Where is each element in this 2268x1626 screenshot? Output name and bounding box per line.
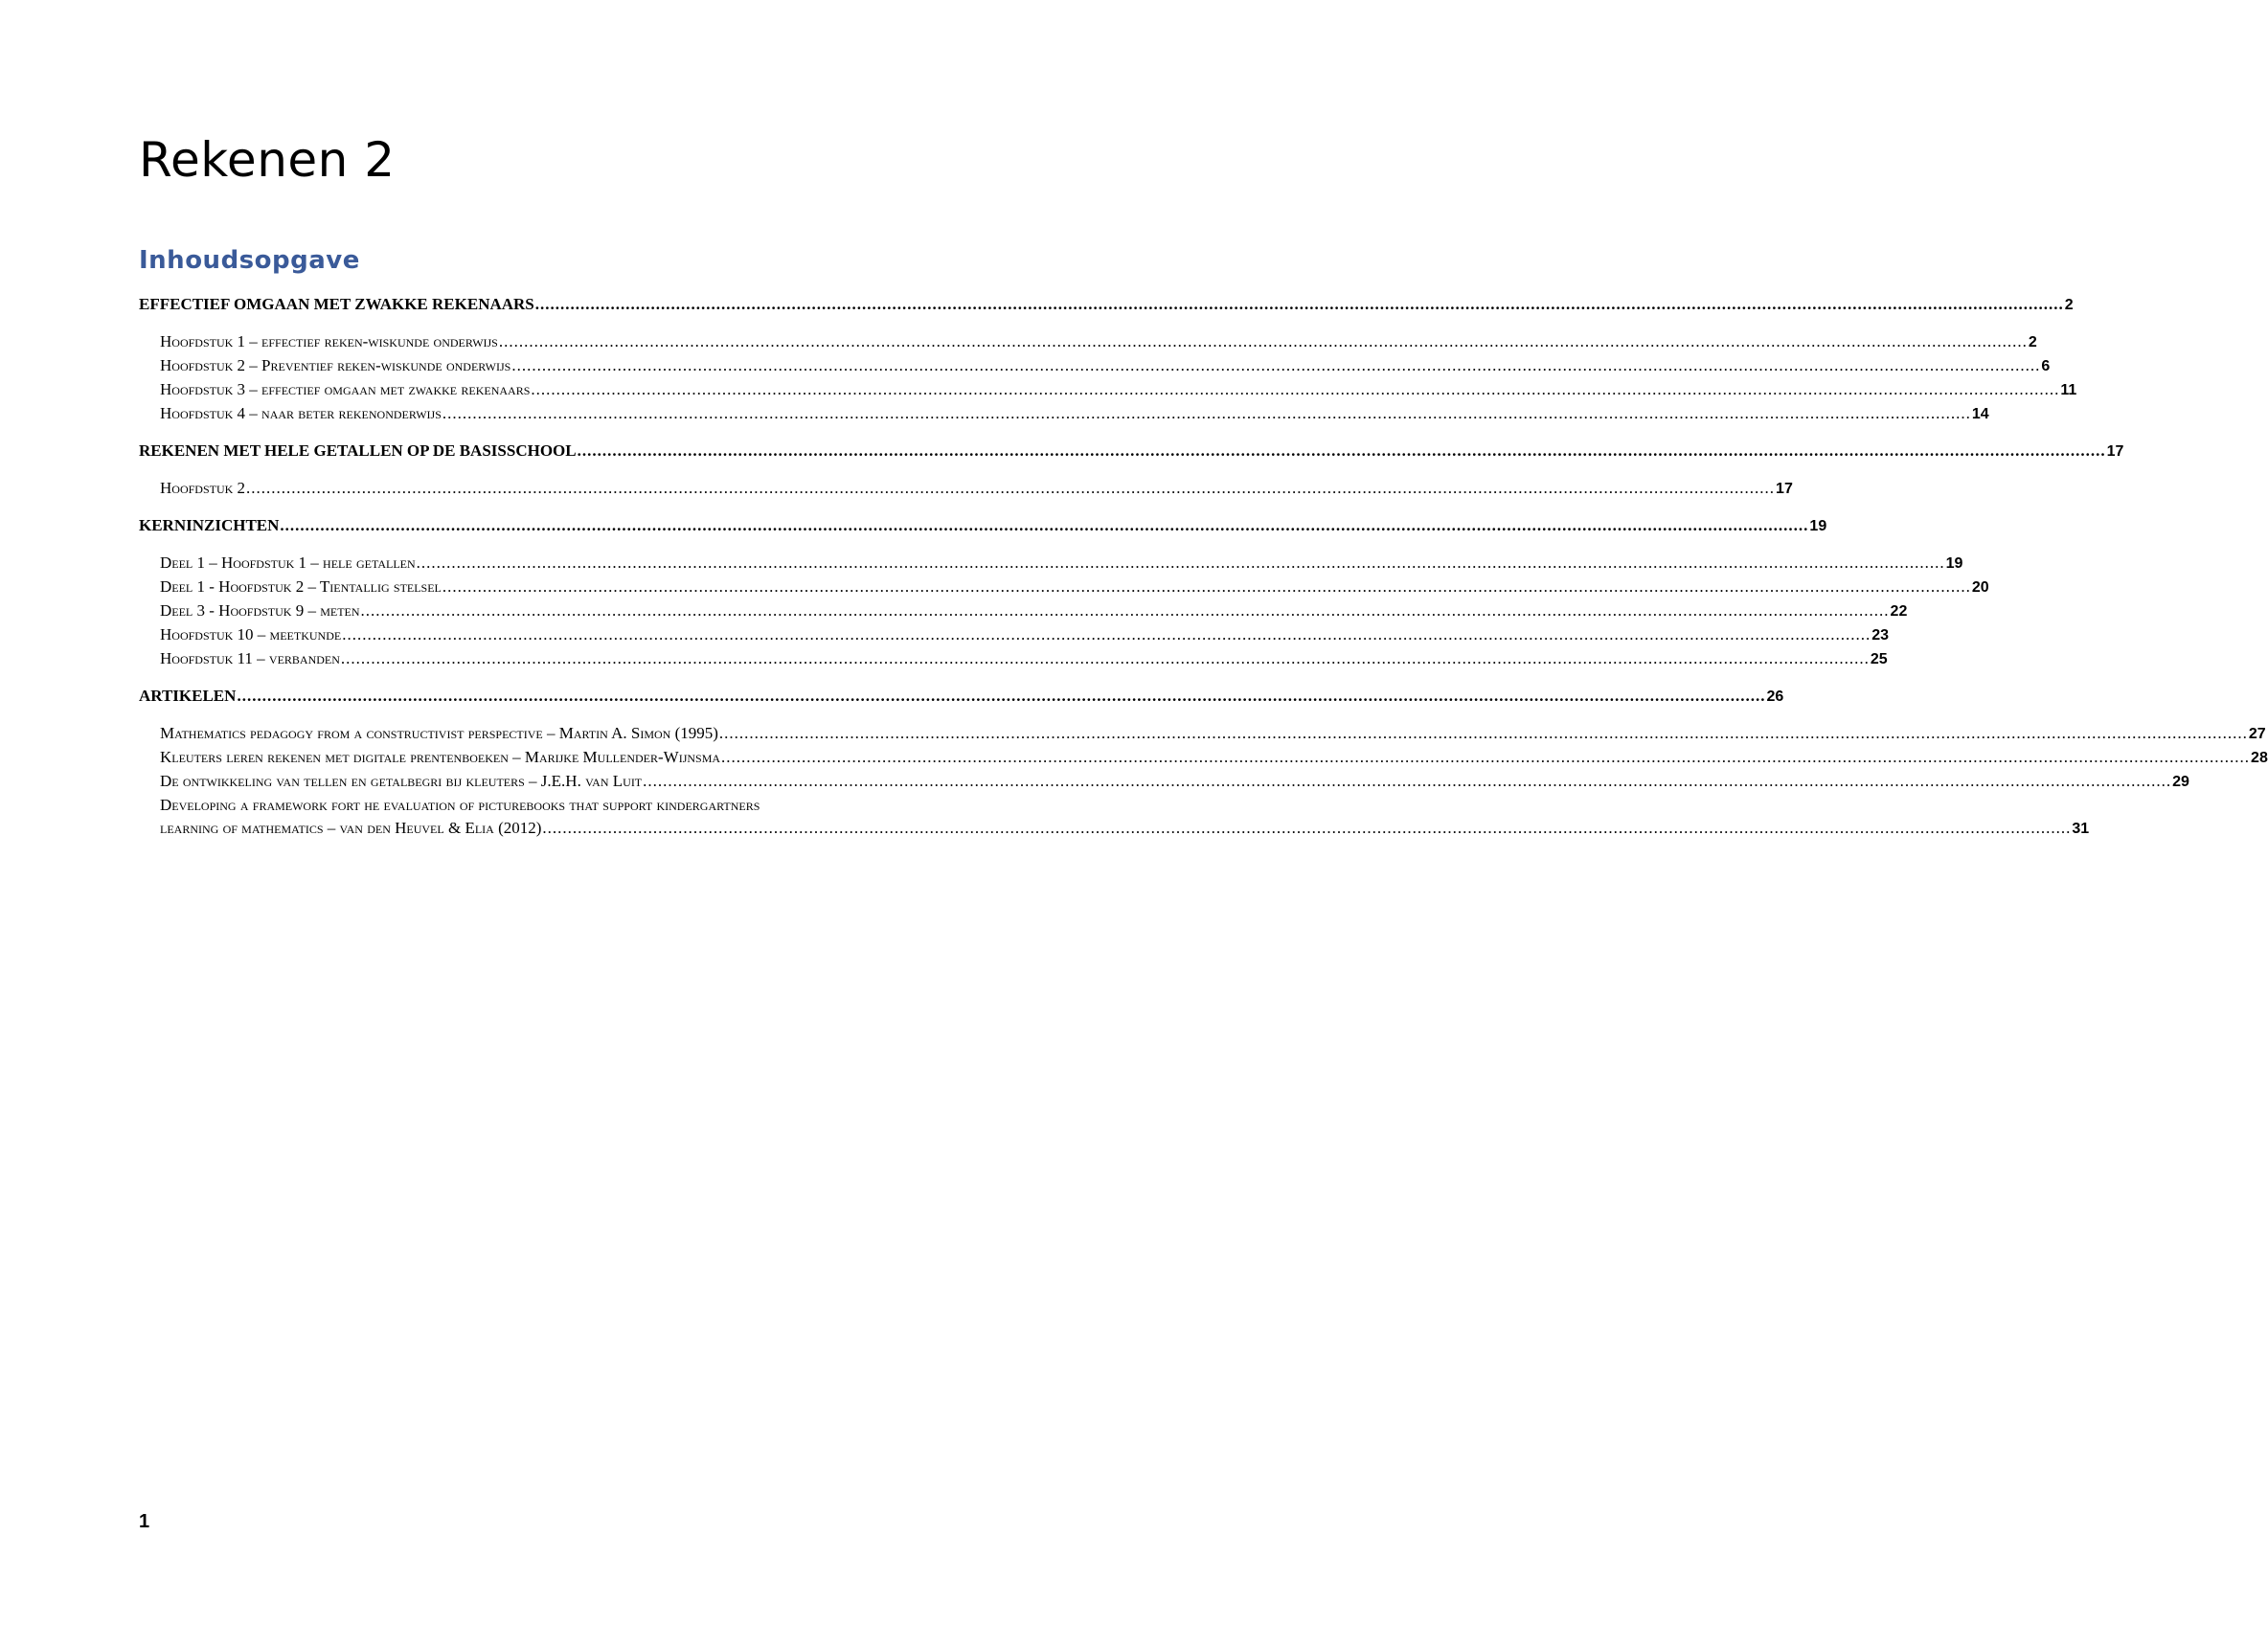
toc-item[interactable] <box>139 623 1889 647</box>
toc-page-number: 28 <box>2251 750 2268 766</box>
toc-item[interactable] <box>139 722 2266 746</box>
toc-page-number: 2 <box>2028 334 2037 350</box>
toc-section-3[interactable] <box>139 514 1827 538</box>
toc-page-number: 17 <box>2106 443 2124 460</box>
toc-item-label: Hoofdstuk 4 – naar beter rekenonderwijs <box>160 404 442 422</box>
toc-section-1[interactable] <box>139 293 2074 317</box>
toc-item-label-line1: Developing a framework fort he evaluation of picturebooks that support kindergartners <box>160 796 760 814</box>
toc-heading: Inhoudsopgave <box>139 246 360 275</box>
toc-page-number: 11 <box>2060 382 2077 398</box>
toc-item-label: Deel 3 - Hoofdstuk 9 – meten <box>160 601 360 620</box>
toc-section-label: KERNINZICHTEN <box>139 516 280 534</box>
page-number: 1 <box>139 1511 150 1532</box>
toc-item[interactable] <box>139 402 1989 426</box>
toc-page-number: 19 <box>1945 555 1963 572</box>
toc-item[interactable] <box>139 576 1989 599</box>
toc-page-number: 14 <box>1971 406 1989 422</box>
toc-item-label: Hoofdstuk 3 – effectief omgaan met zwakke rekenaars <box>160 380 531 398</box>
document-title: Rekenen 2 <box>139 132 396 188</box>
toc-item-label: Deel 1 - Hoofdstuk 2 – Tientallig stelsel <box>160 577 442 596</box>
toc-page-number: 6 <box>2041 358 2051 374</box>
toc-page-number: 27 <box>2248 726 2266 742</box>
toc-page-number: 25 <box>1870 651 1888 667</box>
toc-section-label: EFFECTIEF OMGAAN MET ZWAKKE REKENAARS <box>139 295 534 313</box>
toc-page-number: 26 <box>1766 689 1784 705</box>
toc-item-label: Hoofdstuk 10 – meetkunde <box>160 625 342 644</box>
toc-item[interactable] <box>139 746 2268 770</box>
toc-section-label: ARTIKELEN <box>139 687 237 705</box>
toc-page-number: 17 <box>1776 481 1793 497</box>
toc-item[interactable] <box>139 354 2051 378</box>
toc-section-label: REKENEN MET HELE GETALLEN OP DE BASISSCHOOL <box>139 441 577 460</box>
toc-item-label: Hoofdstuk 2 <box>160 479 246 497</box>
toc-item[interactable] <box>139 770 2189 794</box>
toc-page-number: 20 <box>1971 579 1989 596</box>
toc-item-label: Deel 1 – Hoofdstuk 1 – hele getallen <box>160 553 416 572</box>
toc-page-number: 31 <box>2072 821 2090 837</box>
toc-item[interactable] <box>139 552 1963 576</box>
toc-section-4[interactable] <box>139 685 1784 709</box>
toc-item-label: Hoofdstuk 2 – Preventief reken-wiskunde onderwijs <box>160 356 511 374</box>
toc-item-label: Kleuters leren rekenen met digitale prentenboeken – Marijke Mullender-Wijnsma <box>160 748 721 766</box>
toc-item[interactable] <box>139 599 1908 623</box>
toc-page-number: 2 <box>2064 297 2074 313</box>
toc-item[interactable] <box>139 477 1793 501</box>
toc-item-multiline[interactable] <box>139 794 2090 841</box>
toc-item[interactable] <box>139 647 1888 671</box>
toc-page-number: 29 <box>2172 774 2189 790</box>
toc-page-number: 23 <box>1871 627 1889 644</box>
toc-page-number: 22 <box>1890 603 1908 620</box>
table-of-contents <box>139 293 2268 841</box>
toc-item-label: Hoofdstuk 11 – verbanden <box>160 649 340 667</box>
toc-item[interactable] <box>139 330 2037 354</box>
toc-page-number: 19 <box>1809 518 1827 534</box>
toc-item[interactable] <box>139 378 2077 402</box>
toc-item-label: Hoofdstuk 1 – effectief reken-wiskunde onderwijs <box>160 332 498 350</box>
toc-section-2[interactable] <box>139 440 2124 463</box>
toc-item-label-line2: learning of mathematics – van den Heuvel & Elia (2012) <box>160 819 542 837</box>
toc-item-label: Mathematics pedagogy from a constructivist perspective – Martin A. Simon (1995) <box>160 724 718 742</box>
toc-item-label: De ontwikkeling van tellen en getalbegri bij kleuters – J.E.H. van Luit <box>160 772 643 790</box>
